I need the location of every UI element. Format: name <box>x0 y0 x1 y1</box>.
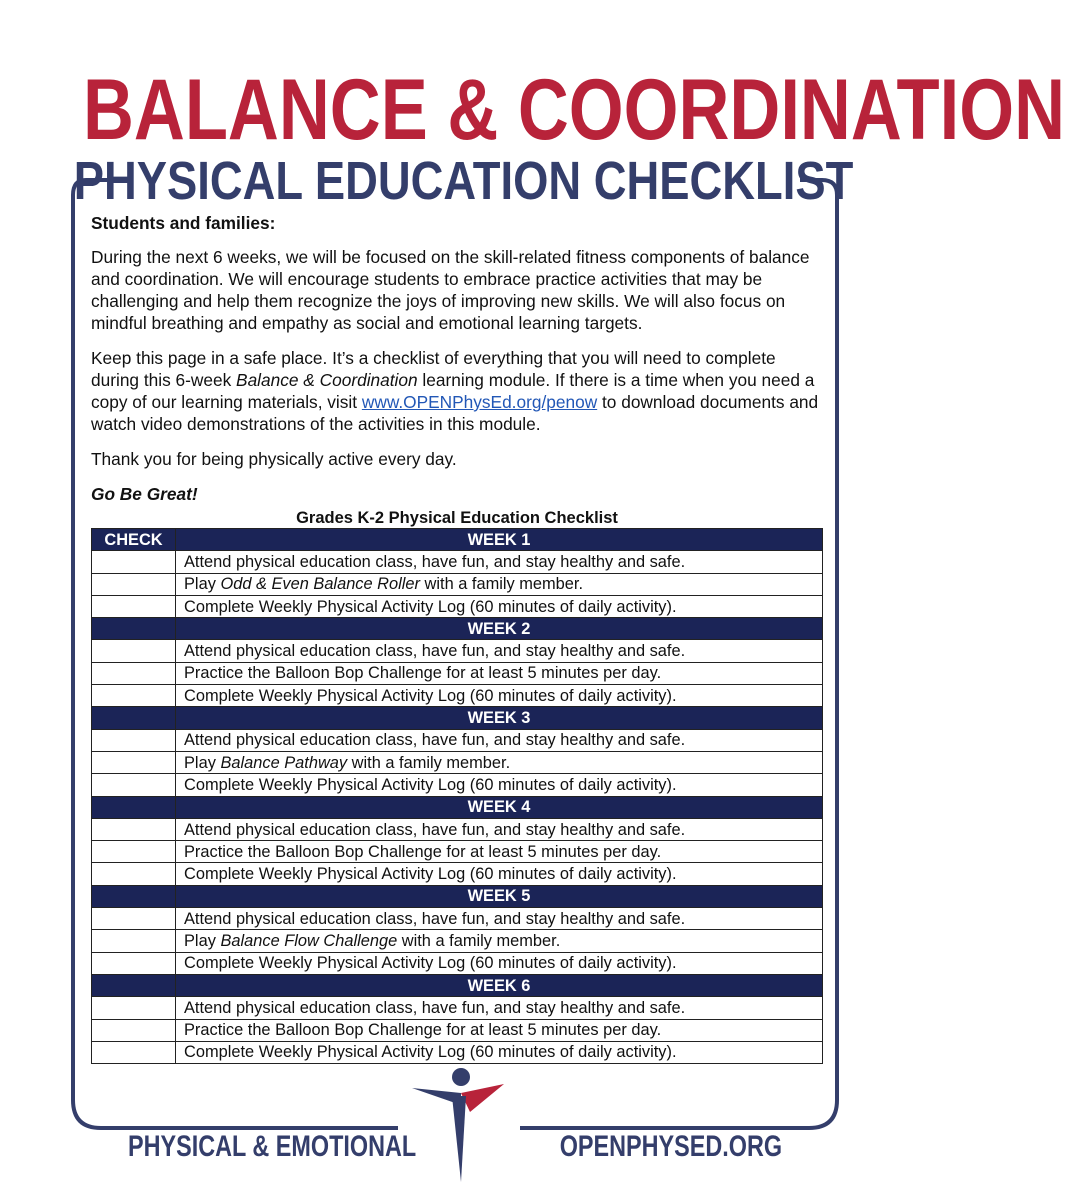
task-cell: Complete Weekly Physical Activity Log (60 minutes of daily activity). <box>176 595 823 617</box>
check-box-cell[interactable] <box>92 751 176 773</box>
checklist-row <box>92 818 823 840</box>
check-box-cell[interactable] <box>92 640 176 662</box>
check-box-cell[interactable] <box>92 818 176 840</box>
checklist-row <box>92 952 823 974</box>
check-box-cell[interactable] <box>92 551 176 573</box>
footer-tagline: PHYSICAL & EMOTIONAL <box>128 1130 417 1163</box>
page-subtitle: PHYSICAL EDUCATION CHECKLIST <box>73 151 854 211</box>
week-label: WEEK 6 <box>176 974 823 996</box>
week-label: WEEK 2 <box>176 618 823 640</box>
week-header-row <box>92 974 823 996</box>
week-header-row <box>92 707 823 729</box>
task-cell: Play Balance Flow Challenge with a family member. <box>176 930 823 952</box>
footer-website: OPENPHYSED.ORG <box>559 1130 782 1163</box>
week-header-row <box>92 885 823 907</box>
check-box-cell[interactable] <box>92 930 176 952</box>
week-header-spacer <box>92 974 176 996</box>
week-label: WEEK 4 <box>176 796 823 818</box>
task-cell: Play Odd & Even Balance Roller with a family member. <box>176 573 823 595</box>
checklist-row <box>92 774 823 796</box>
checklist-row <box>92 662 823 684</box>
intro-section <box>91 212 826 518</box>
task-cell: Attend physical education class, have fun, and stay healthy and safe. <box>176 640 823 662</box>
checklist-row <box>92 841 823 863</box>
week-header-row <box>92 796 823 818</box>
check-box-cell[interactable] <box>92 595 176 617</box>
task-cell: Attend physical education class, have fun, and stay healthy and safe. <box>176 729 823 751</box>
open-physed-figure-logo <box>412 1068 504 1182</box>
check-box-cell[interactable] <box>92 863 176 885</box>
task-cell: Attend physical education class, have fun, and stay healthy and safe. <box>176 997 823 1019</box>
check-box-cell[interactable] <box>92 997 176 1019</box>
checklist-row <box>92 595 823 617</box>
checklist-row <box>92 729 823 751</box>
check-box-cell[interactable] <box>92 908 176 930</box>
week-label: WEEK 3 <box>176 707 823 729</box>
checklist-row <box>92 863 823 885</box>
checklist-row <box>92 640 823 662</box>
intro-thanks: Thank you for being physically active every day. <box>91 449 457 469</box>
intro-motto: Go Be Great! <box>91 484 198 504</box>
check-box-cell[interactable] <box>92 685 176 707</box>
check-box-cell[interactable] <box>92 573 176 595</box>
week-header-spacer <box>92 885 176 907</box>
intro-paragraph-1: During the next 6 weeks, we will be focused on the skill-related fitness components of balance and coordination. We will encourage students to embrace practice activities that may be challenging and help them recognize the joys of improving new skills. We will also focus on mindful breathing and empathy as social and emotional learning targets. <box>91 247 810 333</box>
checklist-row <box>92 573 823 595</box>
week-header-row <box>92 529 823 551</box>
task-cell: Practice the Balloon Bop Challenge for at least 5 minutes per day. <box>176 662 823 684</box>
checklist-row <box>92 997 823 1019</box>
check-box-cell[interactable] <box>92 1041 176 1063</box>
task-cell: Complete Weekly Physical Activity Log (60 minutes of daily activity). <box>176 952 823 974</box>
task-cell: Practice the Balloon Bop Challenge for at least 5 minutes per day. <box>176 841 823 863</box>
check-box-cell[interactable] <box>92 662 176 684</box>
task-cell: Complete Weekly Physical Activity Log (60 minutes of daily activity). <box>176 863 823 885</box>
week-header-spacer <box>92 618 176 640</box>
week-label: WEEK 5 <box>176 885 823 907</box>
penow-link[interactable]: www.OPENPhysEd.org/penow <box>361 392 598 412</box>
checklist-row <box>92 685 823 707</box>
checklist-row <box>92 1019 823 1041</box>
task-cell: Attend physical education class, have fun, and stay healthy and safe. <box>176 908 823 930</box>
page-title: BALANCE & COORDINATION <box>82 62 1065 158</box>
task-cell: Complete Weekly Physical Activity Log (60 minutes of daily activity). <box>176 1041 823 1063</box>
table-caption: Grades K-2 Physical Education Checklist <box>296 509 618 527</box>
task-cell: Practice the Balloon Bop Challenge for at least 5 minutes per day. <box>176 1019 823 1041</box>
checklist-row <box>92 908 823 930</box>
week-label: WEEK 1 <box>176 529 823 551</box>
task-cell: Play Balance Pathway with a family member. <box>176 751 823 773</box>
check-box-cell[interactable] <box>92 952 176 974</box>
task-cell: Complete Weekly Physical Activity Log (60 minutes of daily activity). <box>176 774 823 796</box>
week-header-spacer <box>92 707 176 729</box>
checklist-row <box>92 551 823 573</box>
intro-heading: Students and families: <box>91 213 276 233</box>
check-column-header: CHECK <box>92 529 176 551</box>
check-box-cell[interactable] <box>92 774 176 796</box>
check-box-cell[interactable] <box>92 1019 176 1041</box>
task-cell: Attend physical education class, have fun, and stay healthy and safe. <box>176 818 823 840</box>
task-cell: Complete Weekly Physical Activity Log (60 minutes of daily activity). <box>176 685 823 707</box>
checklist-row <box>92 930 823 952</box>
checklist-table <box>91 528 823 1064</box>
checklist-row <box>92 751 823 773</box>
task-cell: Attend physical education class, have fun, and stay healthy and safe. <box>176 551 823 573</box>
check-box-cell[interactable] <box>92 841 176 863</box>
check-box-cell[interactable] <box>92 729 176 751</box>
checklist-row <box>92 1041 823 1063</box>
week-header-spacer <box>92 796 176 818</box>
intro-paragraph-2: Keep this page in a safe place. It’s a checklist of everything that you will need to complete during this 6-week Balance & Coordination learning module. If there is a time when you need a copy of our learning materials, visit www.OPENPhysEd.org/penow to download documents and watch video demonstrations of the activities in this module. <box>91 348 819 434</box>
week-header-row <box>92 618 823 640</box>
